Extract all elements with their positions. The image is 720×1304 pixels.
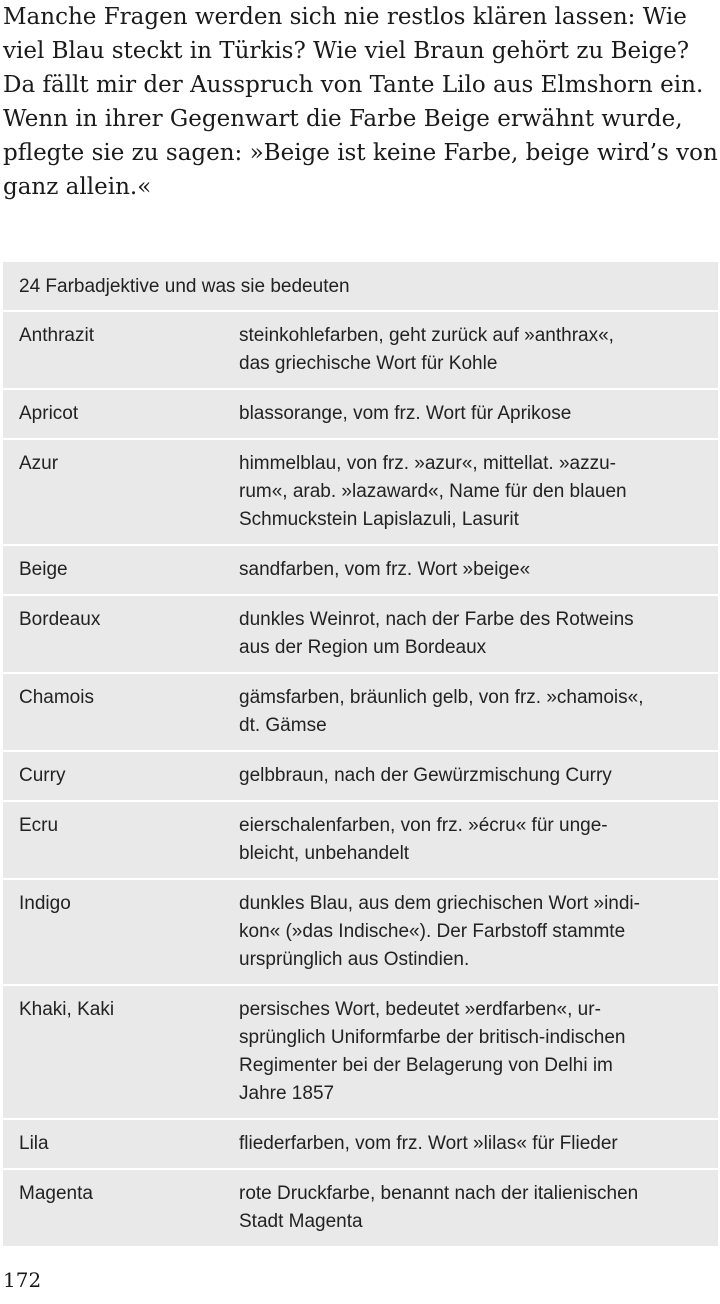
- table-row: [3, 546, 718, 594]
- table-row: [3, 390, 718, 438]
- color-term: Beige: [19, 559, 68, 580]
- definition-line: dunkles Weinrot, nach der Farbe des Rotweins: [239, 609, 634, 630]
- intro-line: Da fällt mir der Ausspruch von Tante Lilo aus Elmshorn ein.: [3, 72, 704, 98]
- table-row: [3, 802, 718, 878]
- color-definition: [239, 986, 718, 1118]
- definition-line: aus der Region um Bordeaux: [239, 637, 487, 658]
- table-row: [3, 312, 718, 388]
- color-definition: [239, 546, 718, 594]
- definition-line: ursprünglich aus Ostindien.: [239, 949, 470, 970]
- definition-line: das griechische Wort für Kohle: [239, 353, 498, 374]
- color-term: Lila: [19, 1133, 49, 1154]
- table-row: [3, 596, 718, 672]
- color-term: Khaki, Kaki: [19, 999, 115, 1020]
- definition-line: fliederfarben, vom frz. Wort »lilas« für Flieder: [239, 1133, 618, 1154]
- color-definition: [239, 1170, 718, 1246]
- intro-line: viel Blau steckt in Türkis? Wie viel Braun gehört zu Beige?: [3, 38, 690, 64]
- definition-line: blassorange, vom frz. Wort für Aprikose: [239, 403, 572, 424]
- table-body: [3, 312, 718, 1246]
- color-term: Indigo: [19, 893, 71, 914]
- intro-line: Wenn in ihrer Gegenwart die Farbe Beige erwähnt wurde,: [3, 106, 683, 132]
- table-row: [3, 440, 718, 544]
- color-term: Magenta: [19, 1183, 93, 1204]
- table-row: [3, 1120, 718, 1168]
- intro-paragraph: [3, 0, 718, 204]
- table-row: [3, 1170, 718, 1246]
- definition-line: persisches Wort, bedeutet »erdfarben«, ur-: [239, 999, 601, 1020]
- color-definition: [239, 880, 718, 984]
- definition-line: gämsfarben, bräunlich gelb, von frz. »chamois«,: [239, 687, 644, 708]
- table-row: [3, 752, 718, 800]
- page-number: 172: [3, 1268, 42, 1292]
- color-definition: [239, 440, 718, 544]
- color-definition: [239, 802, 718, 878]
- color-definition: [239, 1120, 718, 1168]
- intro-line: pflegte sie zu sagen: »Beige ist keine Farbe, beige wird’s von: [3, 140, 718, 166]
- definition-line: dt. Gämse: [239, 715, 327, 736]
- definition-line: sprünglich Uniformfarbe der britisch-indischen: [239, 1027, 626, 1048]
- color-term: Chamois: [19, 687, 94, 708]
- definition-line: Schmuckstein Lapislazuli, Lasurit: [239, 509, 519, 530]
- definition-line: rum«, arab. »lazaward«, Name für den blauen: [239, 481, 627, 502]
- color-term: Azur: [19, 453, 59, 474]
- definition-line: rote Druckfarbe, benannt nach der italienischen: [239, 1183, 639, 1204]
- definition-line: himmelblau, von frz. »azur«, mittellat. »azzu-: [239, 453, 616, 474]
- definition-line: sandfarben, vom frz. Wort »beige«: [239, 559, 531, 580]
- definition-line: Regimenter bei der Belagerung von Delhi im: [239, 1055, 613, 1076]
- color-definition: [239, 390, 718, 438]
- definition-line: Stadt Magenta: [239, 1211, 363, 1232]
- color-term: Curry: [19, 765, 66, 786]
- definition-line: gelbbraun, nach der Gewürzmischung Curry: [239, 765, 612, 786]
- color-term: Ecru: [19, 815, 59, 836]
- color-term: Bordeaux: [19, 609, 101, 630]
- color-term: Anthrazit: [19, 325, 94, 346]
- definition-line: kon« (»das Indische«). Der Farbstoff stammte: [239, 921, 626, 942]
- color-definition: [239, 674, 718, 750]
- color-adjectives-table: [3, 262, 718, 1248]
- table-row: [3, 986, 718, 1118]
- definition-line: steinkohlefarben, geht zurück auf »anthrax«,: [239, 325, 614, 346]
- table-title: 24 Farbadjektive und was sie bedeuten: [3, 262, 718, 310]
- color-term: Apricot: [19, 403, 79, 424]
- definition-line: eierschalenfarben, von frz. »écru« für unge-: [239, 815, 608, 836]
- intro-line: Manche Fragen werden sich nie restlos klären lassen: Wie: [3, 4, 687, 30]
- color-definition: [239, 312, 718, 388]
- color-definition: [239, 596, 718, 672]
- definition-line: bleicht, unbehandelt: [239, 843, 410, 864]
- intro-line: ganz allein.«: [3, 174, 152, 200]
- definition-line: dunkles Blau, aus dem griechischen Wort »indi-: [239, 893, 640, 914]
- color-definition: [239, 752, 718, 800]
- table-row: [3, 880, 718, 984]
- table-row: [3, 674, 718, 750]
- definition-line: Jahre 1857: [239, 1083, 335, 1104]
